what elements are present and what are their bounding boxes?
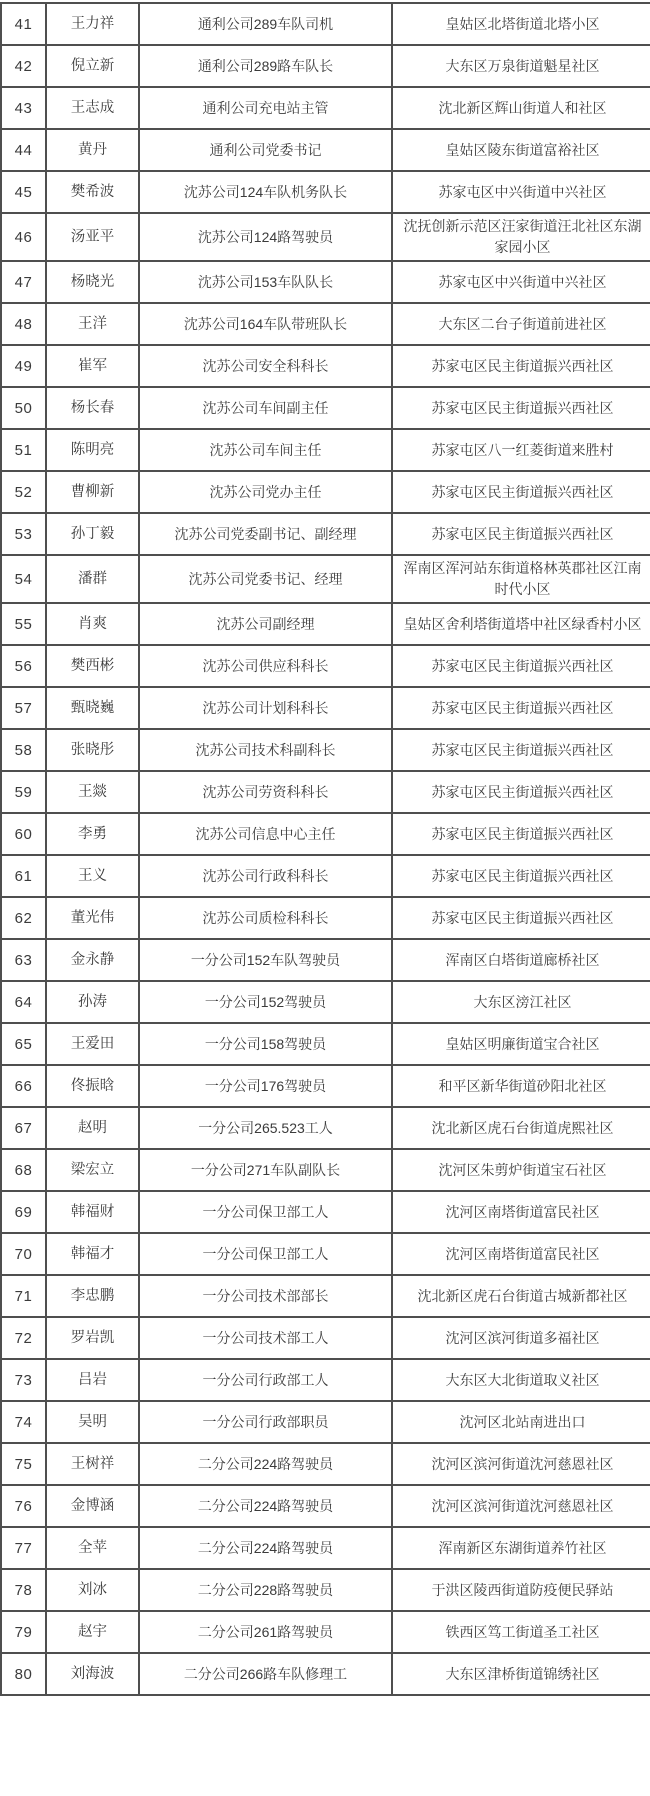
address-cell: 皇姑区舍利塔街道塔中社区绿香村小区 — [392, 603, 650, 645]
row-number-cell: 42 — [1, 45, 46, 87]
job-position-cell: 沈苏公司党委书记、经理 — [139, 555, 392, 603]
row-number-cell: 53 — [1, 513, 46, 555]
job-position-cell: 沈苏公司124路驾驶员 — [139, 213, 392, 261]
row-number-cell: 73 — [1, 1359, 46, 1401]
row-number-cell: 65 — [1, 1023, 46, 1065]
row-number-cell: 47 — [1, 261, 46, 303]
job-position-cell: 沈苏公司153车队队长 — [139, 261, 392, 303]
person-name-cell: 倪立新 — [46, 45, 139, 87]
person-name-cell: 赵宇 — [46, 1611, 139, 1653]
address-cell: 沈河区南塔街道富民社区 — [392, 1233, 650, 1275]
job-position-cell: 一分公司保卫部工人 — [139, 1233, 392, 1275]
table-row — [1, 1233, 650, 1275]
row-number-cell: 69 — [1, 1191, 46, 1233]
job-position-cell: 二分公司224路驾驶员 — [139, 1485, 392, 1527]
table-row — [1, 3, 650, 45]
table-row — [1, 1653, 650, 1695]
row-number-cell: 61 — [1, 855, 46, 897]
address-cell: 苏家屯区民主街道振兴西社区 — [392, 687, 650, 729]
person-name-cell: 董光伟 — [46, 897, 139, 939]
table-row — [1, 1275, 650, 1317]
row-number-cell: 75 — [1, 1443, 46, 1485]
address-cell: 苏家屯区民主街道振兴西社区 — [392, 729, 650, 771]
job-position-cell: 一分公司158驾驶员 — [139, 1023, 392, 1065]
row-number-cell: 80 — [1, 1653, 46, 1695]
person-name-cell: 吕岩 — [46, 1359, 139, 1401]
table-row — [1, 429, 650, 471]
address-cell: 沈河区南塔街道富民社区 — [392, 1191, 650, 1233]
table-row — [1, 1485, 650, 1527]
table-row — [1, 645, 650, 687]
person-name-cell: 王力祥 — [46, 3, 139, 45]
address-cell: 大东区滂江社区 — [392, 981, 650, 1023]
row-number-cell: 64 — [1, 981, 46, 1023]
person-name-cell: 王燚 — [46, 771, 139, 813]
person-name-cell: 金永静 — [46, 939, 139, 981]
address-cell: 苏家屯区民主街道振兴西社区 — [392, 645, 650, 687]
job-position-cell: 通利公司289路车队长 — [139, 45, 392, 87]
address-cell: 沈北新区虎石台街道虎熙社区 — [392, 1107, 650, 1149]
job-position-cell: 沈苏公司副经理 — [139, 603, 392, 645]
person-name-cell: 黄丹 — [46, 129, 139, 171]
job-position-cell: 沈苏公司车间副主任 — [139, 387, 392, 429]
person-name-cell: 汤亚平 — [46, 213, 139, 261]
address-cell: 苏家屯区民主街道振兴西社区 — [392, 345, 650, 387]
person-name-cell: 李忠鹏 — [46, 1275, 139, 1317]
person-name-cell: 甄晓巍 — [46, 687, 139, 729]
row-number-cell: 45 — [1, 171, 46, 213]
person-name-cell: 王爱田 — [46, 1023, 139, 1065]
row-number-cell: 77 — [1, 1527, 46, 1569]
person-name-cell: 杨晓光 — [46, 261, 139, 303]
table-row — [1, 939, 650, 981]
address-cell: 皇姑区陵东街道富裕社区 — [392, 129, 650, 171]
table-row — [1, 345, 650, 387]
row-number-cell: 58 — [1, 729, 46, 771]
table-row — [1, 129, 650, 171]
row-number-cell: 76 — [1, 1485, 46, 1527]
job-position-cell: 沈苏公司劳资科科长 — [139, 771, 392, 813]
job-position-cell: 通利公司289车队司机 — [139, 3, 392, 45]
person-name-cell: 陈明亮 — [46, 429, 139, 471]
job-position-cell: 沈苏公司124车队机务队长 — [139, 171, 392, 213]
row-number-cell: 51 — [1, 429, 46, 471]
row-number-cell: 59 — [1, 771, 46, 813]
address-cell: 皇姑区明廉街道宝合社区 — [392, 1023, 650, 1065]
job-position-cell: 沈苏公司技术科副科长 — [139, 729, 392, 771]
table-row — [1, 1191, 650, 1233]
job-position-cell: 二分公司224路驾驶员 — [139, 1527, 392, 1569]
job-position-cell: 沈苏公司安全科科长 — [139, 345, 392, 387]
job-position-cell: 通利公司党委书记 — [139, 129, 392, 171]
row-number-cell: 70 — [1, 1233, 46, 1275]
address-cell: 苏家屯区民主街道振兴西社区 — [392, 387, 650, 429]
address-cell: 大东区二台子街道前进社区 — [392, 303, 650, 345]
row-number-cell: 46 — [1, 213, 46, 261]
row-number-cell: 60 — [1, 813, 46, 855]
table-row — [1, 1107, 650, 1149]
job-position-cell: 沈苏公司供应科科长 — [139, 645, 392, 687]
job-position-cell: 一分公司271车队副队长 — [139, 1149, 392, 1191]
table-row — [1, 387, 650, 429]
address-cell: 苏家屯区民主街道振兴西社区 — [392, 897, 650, 939]
job-position-cell: 沈苏公司164车队带班队长 — [139, 303, 392, 345]
address-cell: 浑南新区东湖街道养竹社区 — [392, 1527, 650, 1569]
person-name-cell: 肖爽 — [46, 603, 139, 645]
table-row — [1, 87, 650, 129]
job-position-cell: 沈苏公司行政科科长 — [139, 855, 392, 897]
job-position-cell: 沈苏公司计划科科长 — [139, 687, 392, 729]
job-position-cell: 沈苏公司党委副书记、副经理 — [139, 513, 392, 555]
address-cell: 和平区新华街道砂阳北社区 — [392, 1065, 650, 1107]
person-name-cell: 王志成 — [46, 87, 139, 129]
row-number-cell: 66 — [1, 1065, 46, 1107]
table-row — [1, 1065, 650, 1107]
address-cell: 苏家屯区民主街道振兴西社区 — [392, 471, 650, 513]
person-name-cell: 梁宏立 — [46, 1149, 139, 1191]
person-name-cell: 曹柳新 — [46, 471, 139, 513]
table-row — [1, 897, 650, 939]
address-cell: 苏家屯区中兴街道中兴社区 — [392, 171, 650, 213]
person-name-cell: 佟振晗 — [46, 1065, 139, 1107]
person-name-cell: 罗岩凯 — [46, 1317, 139, 1359]
job-position-cell: 一分公司152车队驾驶员 — [139, 939, 392, 981]
row-number-cell: 41 — [1, 3, 46, 45]
table-row — [1, 855, 650, 897]
job-position-cell: 沈苏公司质检科科长 — [139, 897, 392, 939]
person-name-cell: 李勇 — [46, 813, 139, 855]
table-row — [1, 1359, 650, 1401]
person-name-cell: 孙涛 — [46, 981, 139, 1023]
person-name-cell: 金博涵 — [46, 1485, 139, 1527]
row-number-cell: 63 — [1, 939, 46, 981]
person-name-cell: 韩福才 — [46, 1233, 139, 1275]
address-cell: 沈河区滨河街道多福社区 — [392, 1317, 650, 1359]
address-cell: 苏家屯区八一红菱街道来胜村 — [392, 429, 650, 471]
job-position-cell: 沈苏公司党办主任 — [139, 471, 392, 513]
address-cell: 大东区大北街道取义社区 — [392, 1359, 650, 1401]
address-cell: 沈北新区辉山街道人和社区 — [392, 87, 650, 129]
address-cell: 苏家屯区中兴街道中兴社区 — [392, 261, 650, 303]
address-cell: 沈抚创新示范区汪家街道汪北社区东湖家园小区 — [392, 213, 650, 261]
row-number-cell: 50 — [1, 387, 46, 429]
person-name-cell: 全苹 — [46, 1527, 139, 1569]
job-position-cell: 二分公司224路驾驶员 — [139, 1443, 392, 1485]
job-position-cell: 一分公司176驾驶员 — [139, 1065, 392, 1107]
table-row — [1, 729, 650, 771]
person-name-cell: 王义 — [46, 855, 139, 897]
job-position-cell: 通利公司充电站主管 — [139, 87, 392, 129]
address-cell: 沈河区朱剪炉街道宝石社区 — [392, 1149, 650, 1191]
row-number-cell: 74 — [1, 1401, 46, 1443]
table-row — [1, 555, 650, 603]
row-number-cell: 67 — [1, 1107, 46, 1149]
table-row — [1, 171, 650, 213]
row-number-cell: 68 — [1, 1149, 46, 1191]
table-row — [1, 813, 650, 855]
row-number-cell: 54 — [1, 555, 46, 603]
address-cell: 苏家屯区民主街道振兴西社区 — [392, 855, 650, 897]
address-cell: 浑南区浑河站东街道格林英郡社区江南时代小区 — [392, 555, 650, 603]
address-cell: 铁西区笃工街道圣工社区 — [392, 1611, 650, 1653]
person-name-cell: 杨长春 — [46, 387, 139, 429]
job-position-cell: 一分公司行政部工人 — [139, 1359, 392, 1401]
job-position-cell: 二分公司266路车队修理工 — [139, 1653, 392, 1695]
address-cell: 苏家屯区民主街道振兴西社区 — [392, 771, 650, 813]
table-row — [1, 1443, 650, 1485]
person-name-cell: 张晓彤 — [46, 729, 139, 771]
job-position-cell: 一分公司行政部职员 — [139, 1401, 392, 1443]
table-row — [1, 1611, 650, 1653]
table-row — [1, 603, 650, 645]
table-row — [1, 1401, 650, 1443]
person-name-cell: 刘海波 — [46, 1653, 139, 1695]
person-name-cell: 韩福财 — [46, 1191, 139, 1233]
row-number-cell: 71 — [1, 1275, 46, 1317]
table-row — [1, 771, 650, 813]
row-number-cell: 72 — [1, 1317, 46, 1359]
job-position-cell: 沈苏公司信息中心主任 — [139, 813, 392, 855]
job-position-cell: 二分公司228路驾驶员 — [139, 1569, 392, 1611]
address-cell: 大东区万泉街道魁星社区 — [392, 45, 650, 87]
table-row — [1, 261, 650, 303]
table-row — [1, 687, 650, 729]
table-row — [1, 1023, 650, 1065]
row-number-cell: 78 — [1, 1569, 46, 1611]
job-position-cell: 一分公司技术部工人 — [139, 1317, 392, 1359]
address-cell: 沈北新区虎石台街道古城新都社区 — [392, 1275, 650, 1317]
job-position-cell: 一分公司152驾驶员 — [139, 981, 392, 1023]
row-number-cell: 55 — [1, 603, 46, 645]
person-name-cell: 刘冰 — [46, 1569, 139, 1611]
table-row — [1, 471, 650, 513]
job-position-cell: 沈苏公司车间主任 — [139, 429, 392, 471]
row-number-cell: 56 — [1, 645, 46, 687]
person-name-cell: 吴明 — [46, 1401, 139, 1443]
table-row — [1, 1527, 650, 1569]
row-number-cell: 52 — [1, 471, 46, 513]
address-cell: 大东区津桥街道锦绣社区 — [392, 1653, 650, 1695]
row-number-cell: 62 — [1, 897, 46, 939]
table-row — [1, 1317, 650, 1359]
table-row — [1, 45, 650, 87]
job-position-cell: 二分公司261路驾驶员 — [139, 1611, 392, 1653]
job-position-cell: 一分公司技术部部长 — [139, 1275, 392, 1317]
table-row — [1, 303, 650, 345]
table-row — [1, 513, 650, 555]
job-position-cell: 一分公司保卫部工人 — [139, 1191, 392, 1233]
row-number-cell: 57 — [1, 687, 46, 729]
row-number-cell: 79 — [1, 1611, 46, 1653]
personnel-roster-table — [0, 2, 650, 1696]
row-number-cell: 44 — [1, 129, 46, 171]
address-cell: 沈河区滨河街道沈河慈恩社区 — [392, 1485, 650, 1527]
address-cell: 浑南区白塔街道廊桥社区 — [392, 939, 650, 981]
person-name-cell: 赵明 — [46, 1107, 139, 1149]
address-cell: 皇姑区北塔街道北塔小区 — [392, 3, 650, 45]
person-name-cell: 潘群 — [46, 555, 139, 603]
table-row — [1, 1569, 650, 1611]
person-name-cell: 王树祥 — [46, 1443, 139, 1485]
table-row — [1, 1149, 650, 1191]
job-position-cell: 一分公司265.523工人 — [139, 1107, 392, 1149]
address-cell: 沈河区北站南进出口 — [392, 1401, 650, 1443]
person-name-cell: 樊希波 — [46, 171, 139, 213]
person-name-cell: 王洋 — [46, 303, 139, 345]
address-cell: 于洪区陵西街道防疫便民驿站 — [392, 1569, 650, 1611]
address-cell: 苏家屯区民主街道振兴西社区 — [392, 813, 650, 855]
address-cell: 苏家屯区民主街道振兴西社区 — [392, 513, 650, 555]
table-row — [1, 981, 650, 1023]
person-name-cell: 孙丁毅 — [46, 513, 139, 555]
row-number-cell: 48 — [1, 303, 46, 345]
table-row — [1, 213, 650, 261]
person-name-cell: 崔军 — [46, 345, 139, 387]
person-name-cell: 樊西彬 — [46, 645, 139, 687]
address-cell: 沈河区滨河街道沈河慈恩社区 — [392, 1443, 650, 1485]
row-number-cell: 49 — [1, 345, 46, 387]
row-number-cell: 43 — [1, 87, 46, 129]
